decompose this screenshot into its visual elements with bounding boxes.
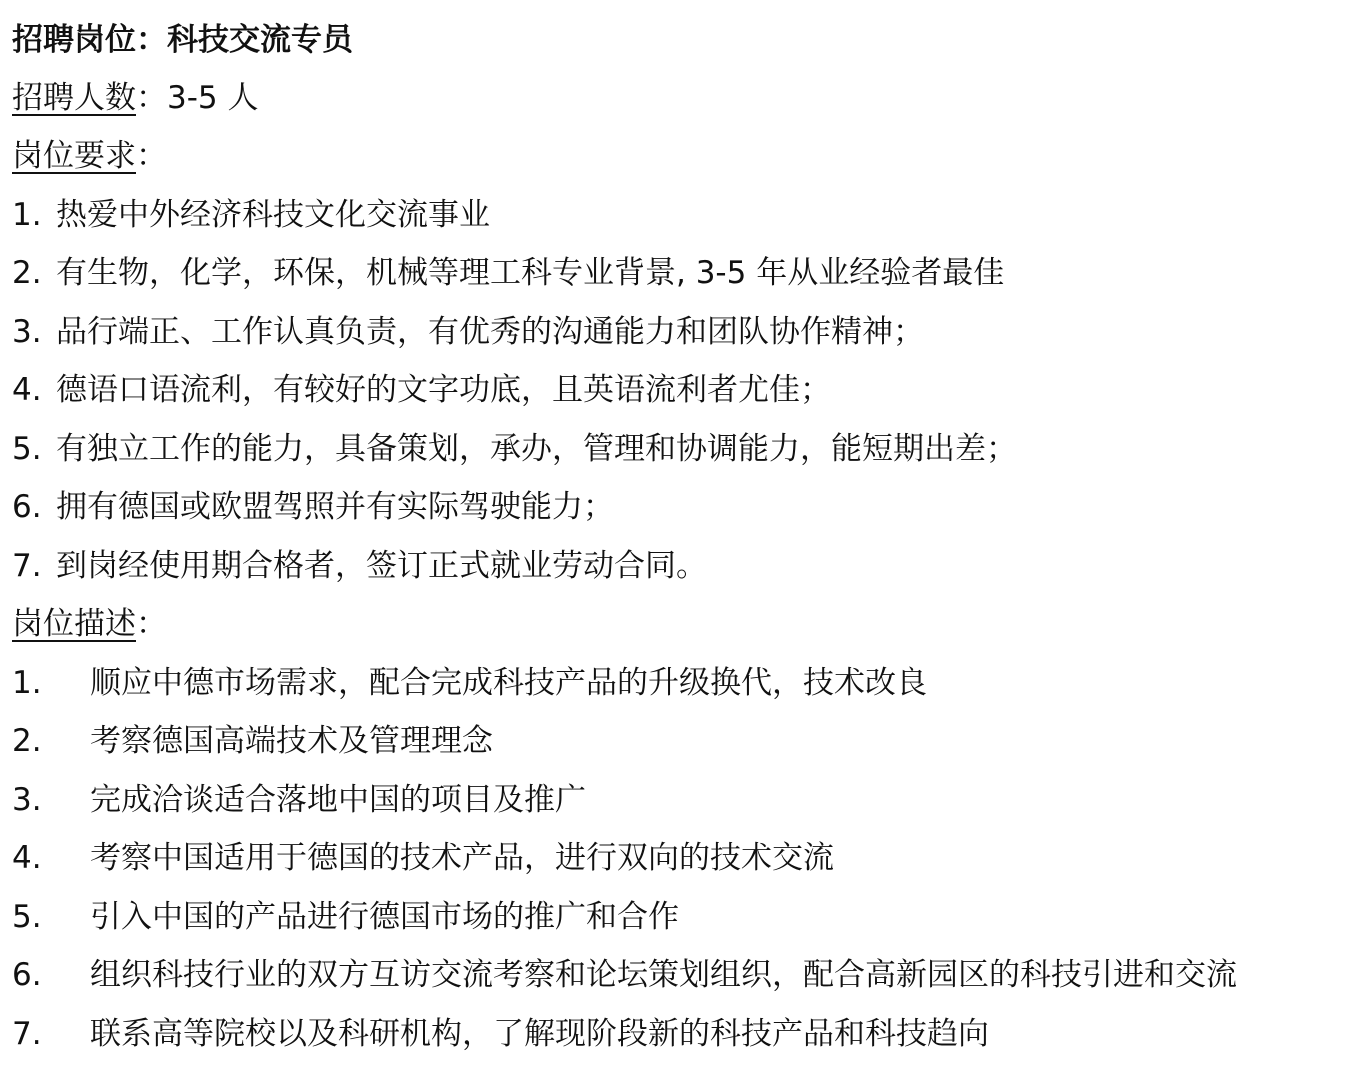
requirement-text: 热爱中外经济科技文化交流事业: [56, 197, 490, 233]
description-item: [12, 955, 1237, 995]
description-number: 3.: [12, 782, 42, 818]
description-label: 岗位描述: [12, 606, 136, 642]
requirement-text: 拥有德国或欧盟驾照并有实际驾驶能力；: [56, 489, 614, 525]
description-text: 考察德国高端技术及管理理念: [90, 723, 493, 759]
description-item: [12, 897, 679, 937]
requirement-item: [12, 195, 490, 235]
requirement-number: 3.: [12, 314, 42, 350]
description-item: [12, 721, 493, 761]
headcount-label: 招聘人数: [12, 80, 136, 116]
description-text: 引入中国的产品进行德国市场的推广和合作: [90, 899, 679, 935]
description-number: 6.: [12, 957, 42, 993]
requirement-item: [12, 546, 707, 586]
description-item: [12, 1014, 989, 1054]
headcount-value: 3-5 人: [167, 80, 259, 116]
requirement-text: 德语口语流利，有较好的文字功底，且英语流利者尤佳；: [56, 372, 831, 408]
requirements-separator: ：: [136, 138, 167, 174]
requirements-label: 岗位要求: [12, 138, 136, 174]
description-text: 顺应中德市场需求，配合完成科技产品的升级换代，技术改良: [90, 665, 927, 701]
requirement-item: [12, 370, 831, 410]
requirement-number: 1.: [12, 197, 42, 233]
description-number: 4.: [12, 840, 42, 876]
requirements-heading: [12, 136, 167, 176]
headcount-separator: ：: [136, 80, 167, 116]
job-title: 招聘岗位：科技交流专员: [12, 22, 353, 58]
requirement-number: 5.: [12, 431, 42, 467]
requirement-item: [12, 312, 924, 352]
description-heading: [12, 604, 167, 644]
description-text: 完成洽谈适合落地中国的项目及推广: [90, 782, 586, 818]
requirement-text: 有独立工作的能力，具备策划，承办，管理和协调能力，能短期出差；: [56, 431, 1017, 467]
description-item: [12, 838, 834, 878]
requirement-number: 6.: [12, 489, 42, 525]
headcount-line: [12, 78, 259, 118]
requirement-text: 品行端正、工作认真负责，有优秀的沟通能力和团队协作精神；: [56, 314, 924, 350]
description-number: 7.: [12, 1016, 42, 1052]
description-text: 组织科技行业的双方互访交流考察和论坛策划组织，配合高新园区的科技引进和交流: [90, 957, 1237, 993]
requirement-item: [12, 487, 614, 527]
requirement-number: 2.: [12, 255, 42, 291]
description-text: 联系高等院校以及科研机构，了解现阶段新的科技产品和科技趋向: [90, 1016, 989, 1052]
requirement-number: 4.: [12, 372, 42, 408]
requirement-text: 有生物，化学，环保，机械等理工科专业背景, 3-5 年从业经验者最佳: [56, 255, 1005, 291]
description-separator: ：: [136, 606, 167, 642]
requirement-item: [12, 429, 1017, 469]
requirement-item: [12, 253, 1004, 293]
description-item: [12, 663, 927, 703]
description-item: [12, 780, 586, 820]
description-number: 5.: [12, 899, 42, 935]
description-number: 1.: [12, 665, 42, 701]
requirement-number: 7.: [12, 548, 42, 584]
description-number: 2.: [12, 723, 42, 759]
requirement-text: 到岗经使用期合格者，签订正式就业劳动合同。: [56, 548, 707, 584]
description-text: 考察中国适用于德国的技术产品，进行双向的技术交流: [90, 840, 834, 876]
